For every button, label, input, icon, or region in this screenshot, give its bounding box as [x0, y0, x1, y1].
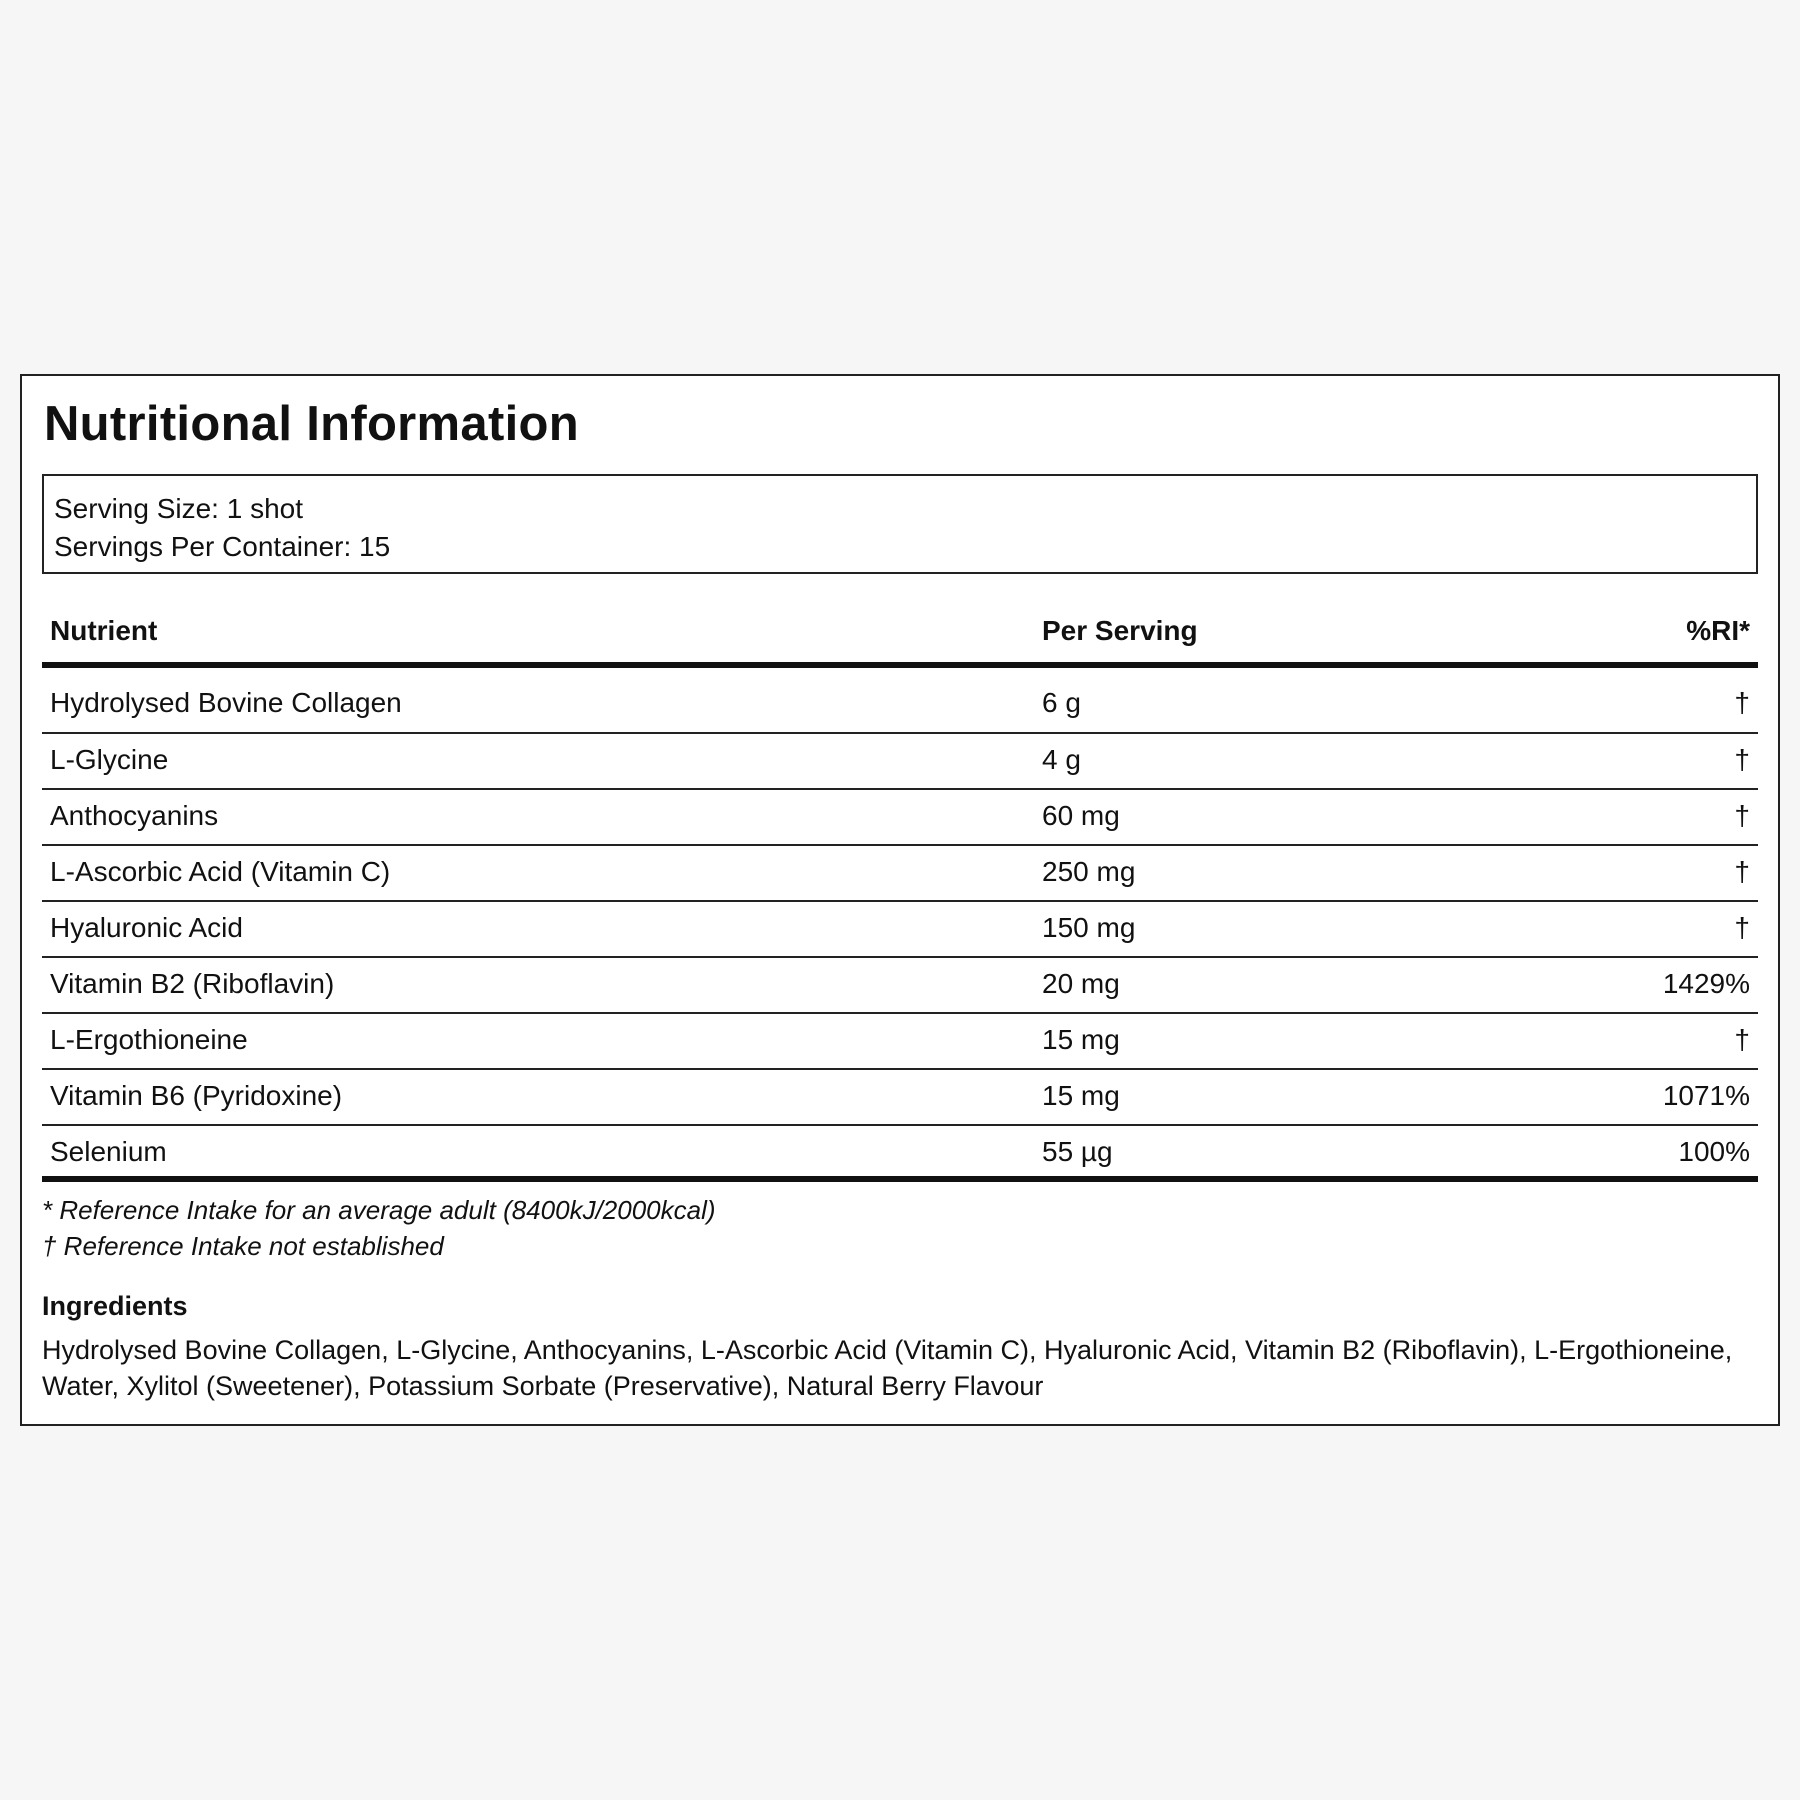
table-row [42, 902, 1758, 958]
nutrition-panel [20, 374, 1780, 1426]
nutrient-name: L-Ergothioneine [50, 1024, 248, 1055]
nutrient-amount: 60 mg [1042, 800, 1120, 831]
footnotes [42, 1192, 716, 1264]
nutrient-name: Anthocyanins [50, 800, 219, 831]
header-nutrient: Nutrient [50, 615, 158, 646]
header-per-serving: Per Serving [1042, 615, 1198, 646]
table-row [42, 1070, 1758, 1126]
nutrient-amount: 55 µg [1042, 1136, 1113, 1167]
servings-per-container: Servings Per Container: 15 [54, 531, 391, 562]
nutrient-amount: 15 mg [1042, 1024, 1120, 1055]
nutrient-name: Vitamin B6 (Pyridoxine) [50, 1080, 343, 1111]
nutrient-name: Hydrolysed Bovine Collagen [50, 687, 402, 718]
serving-size: Serving Size: 1 shot [54, 493, 304, 524]
nutrient-amount: 4 g [1042, 744, 1081, 775]
header-ri: %RI* [1686, 615, 1750, 646]
nutrient-table [42, 600, 1758, 1182]
table-header-row [42, 600, 1758, 668]
footnote-not-established: † Reference Intake not established [42, 1231, 444, 1261]
table-row [42, 1126, 1758, 1182]
page-title: Nutritional Information [44, 397, 579, 451]
table-row [42, 668, 1758, 734]
table-row [42, 958, 1758, 1014]
nutrient-amount: 15 mg [1042, 1080, 1120, 1111]
nutrient-ri: 100% [1678, 1136, 1750, 1167]
nutrient-name: Selenium [50, 1136, 167, 1167]
nutrient-name: L-Glycine [50, 744, 169, 775]
nutrient-amount: 6 g [1042, 687, 1081, 718]
nutrient-ri: 1071% [1662, 1080, 1750, 1111]
nutrient-ri: † [1734, 856, 1750, 887]
serving-info-box [42, 474, 1758, 574]
nutrient-ri: † [1734, 744, 1750, 775]
nutrient-ri: † [1734, 912, 1750, 943]
nutrient-ri: 1429% [1662, 968, 1750, 999]
nutrient-amount: 20 mg [1042, 968, 1120, 999]
nutrient-name: Vitamin B2 (Riboflavin) [50, 968, 335, 999]
table-row [42, 846, 1758, 902]
nutrient-ri: † [1734, 800, 1750, 831]
nutrient-ri: † [1734, 687, 1750, 718]
nutrient-amount: 150 mg [1042, 912, 1136, 943]
table-row [42, 1014, 1758, 1070]
nutrient-name: L-Ascorbic Acid (Vitamin C) [50, 856, 391, 887]
ingredients-heading: Ingredients [42, 1291, 188, 1321]
table-row [42, 734, 1758, 790]
table-row [42, 790, 1758, 846]
nutrient-ri: † [1734, 1024, 1750, 1055]
nutrient-name: Hyaluronic Acid [50, 912, 243, 943]
nutrient-amount: 250 mg [1042, 856, 1136, 887]
ingredients-list: Hydrolysed Bovine Collagen, L-Glycine, Anthocyanins, L-Ascorbic Acid (Vitamin C), Hyaluronic Acid, Vitamin B2 (Riboflavin), L-Ergothioneine, Water, Xylitol (Sweetener), Potassium Sorbate (Preservative), Natural Berry Flavour [42, 1335, 1733, 1401]
footnote-reference-intake: * Reference Intake for an average adult (8400kJ/2000kcal) [42, 1195, 716, 1225]
